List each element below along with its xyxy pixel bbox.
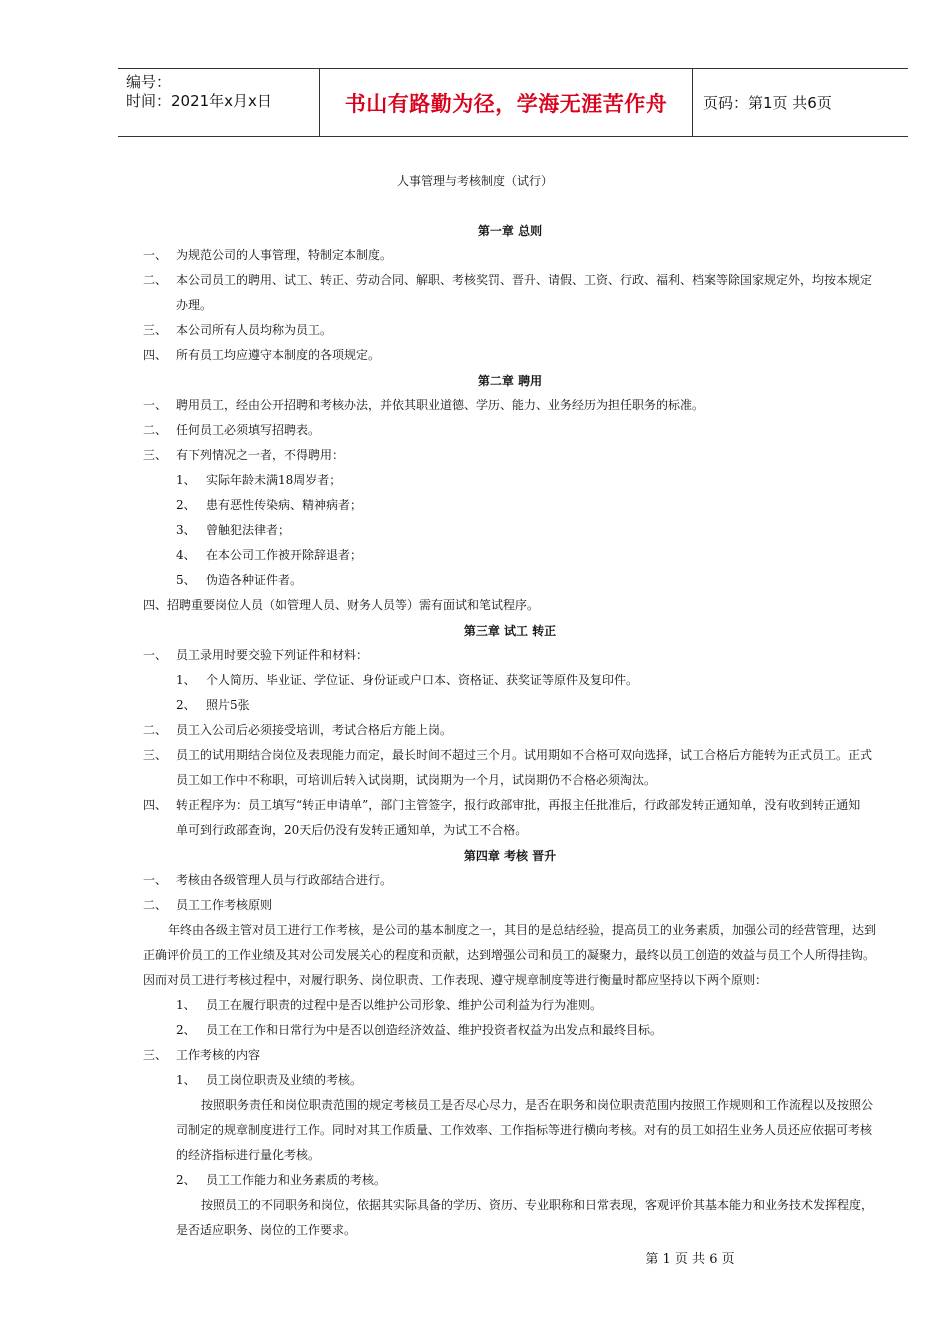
item-number: 二、 — [143, 898, 168, 912]
paragraph-line: 办理。 — [176, 298, 213, 312]
paragraph-line: 任何员工必须填写招聘表。 — [176, 423, 321, 437]
paragraph-line: 员工的试用期结合岗位及表现能力而定，最长时间不超过三个月。试用期如不合格可双向选择，试工合格后方能转为正式员工。正式 — [176, 748, 873, 762]
chapter-heading: 第二章 聘用 — [477, 374, 543, 388]
paragraph-line: 本公司员工的聘用、试工、转正、劳动合同、解职、考核奖罚、晋升、请假、工资、行政、福利、档案等除国家规定外，均按本规定 — [176, 273, 873, 287]
chapter-heading: 第三章 试工 转正 — [463, 624, 557, 638]
paragraph-line: 的经济指标进行量化考核。 — [176, 1148, 321, 1162]
page-header — [118, 68, 908, 137]
paragraph-line: 员工如工作中不称职，可培训后转入试岗期，试岗期为一个月，试岗期仍不合格必须淘汰。 — [176, 773, 657, 787]
paragraph-line: 照片5张 — [206, 698, 250, 712]
paragraph-line: 员工在履行职责的过程中是否以维护公司形象、维护公司利益为行为准则。 — [206, 998, 603, 1012]
chapter-heading: 第四章 考核 晋升 — [463, 849, 557, 863]
paragraph-line: 正确评价员工的工作业绩及其对公司发展关心的程度和贡献，达到增强公司和员工的凝聚力，最终以员工创造的效益与员工个人所得挂钩。 — [143, 948, 876, 962]
paragraph-line: 考核由各级管理人员与行政部结合进行。 — [176, 873, 393, 887]
paragraph-line: 员工入公司后必须接受培训，考试合格后方能上岗。 — [176, 723, 453, 737]
item-number: 2、 — [176, 698, 196, 712]
item-number: 1、 — [176, 673, 196, 687]
item-number: 一、 — [143, 648, 168, 662]
paragraph-line: 聘用员工，经由公开招聘和考核办法，并依其职业道德、学历、能力、业务经历为担任职务的标准。 — [176, 398, 705, 412]
item-number: 三、 — [143, 748, 168, 762]
serial-label: 编号： — [126, 73, 172, 91]
paragraph-line: 实际年龄未满18周岁者； — [206, 473, 342, 487]
paragraph-line: 所有员工均应遵守本制度的各项规定。 — [176, 348, 381, 362]
item-number: 2、 — [176, 1173, 196, 1187]
time-label: 时间：2021年x月x日 — [126, 92, 272, 110]
header-meta — [126, 73, 316, 111]
item-number: 3、 — [176, 523, 196, 537]
paragraph-line: 有下列情况之一者，不得聘用： — [176, 448, 345, 462]
paragraph-line: 转正程序为：员工填写“转正申请单”，部门主管签字，报行政部审批，再报主任批准后，行政部发转正通知单，没有收到转正通知 — [176, 798, 861, 812]
paragraph-line: 四、招聘重要岗位人员（如管理人员、财务人员等）需有面试和笔试程序。 — [143, 598, 540, 612]
header-motto: 书山有路勤为径，学海无涯苦作舟 — [319, 69, 693, 136]
item-number: 1、 — [176, 998, 196, 1012]
page-footer: 第 1 页 共 6 页 — [645, 1252, 735, 1267]
item-number: 三、 — [143, 448, 168, 462]
paragraph-line: 员工岗位职责及业绩的考核。 — [206, 1073, 363, 1087]
paragraph-line: 员工在工作和日常行为中是否以创造经济效益、维护投资者权益为出发点和最终目标。 — [206, 1023, 663, 1037]
paragraph-line: 为规范公司的人事管理，特制定本制度。 — [176, 248, 393, 262]
paragraph-line: 工作考核的内容 — [176, 1048, 261, 1062]
item-number: 一、 — [143, 873, 168, 887]
paragraph-line: 司制定的规章制度进行工作。同时对其工作质量、工作效率、工作指标等进行横向考核。对有的员工如招生业务人员还应依据可考核 — [176, 1123, 873, 1137]
item-number: 1、 — [176, 1073, 196, 1087]
paragraph-line: 按照职务责任和岗位职责范围的规定考核员工是否尽心尽力，是否在职务和岗位职责范围内按照工作规则和工作流程以及按照公 — [201, 1098, 874, 1112]
item-number: 1、 — [176, 473, 196, 487]
paragraph-line: 员工工作考核原则 — [176, 898, 273, 912]
paragraph-line: 曾触犯法律者； — [206, 523, 291, 537]
paragraph-line: 在本公司工作被开除辞退者； — [206, 548, 363, 562]
paragraph-line: 年终由各级主管对员工进行工作考核，是公司的基本制度之一，其目的是总结经验，提高员工的业务素质，加强公司的经营管理，达到 — [168, 923, 877, 937]
item-number: 三、 — [143, 323, 168, 337]
paragraph-line: 个人简历、毕业证、学位证、身份证或户口本、资格证、获奖证等原件及复印件。 — [206, 673, 639, 687]
item-number: 二、 — [143, 423, 168, 437]
paragraph-line: 伪造各种证件者。 — [206, 573, 303, 587]
paragraph-line: 单可到行政部查询，20天后仍没有发转正通知单，为试工不合格。 — [176, 823, 528, 837]
paragraph-line: 是否适应职务、岗位的工作要求。 — [176, 1223, 357, 1237]
item-number: 四、 — [143, 798, 168, 812]
paragraph-line: 因而对员工进行考核过程中，对履行职务、岗位职责、工作表现、遵守规章制度等进行衡量时都应坚持以下两个原则： — [143, 973, 768, 987]
item-number: 二、 — [143, 723, 168, 737]
chapter-heading: 第一章 总则 — [477, 224, 543, 238]
item-number: 5、 — [176, 573, 196, 587]
item-number: 三、 — [143, 1048, 168, 1062]
item-number: 一、 — [143, 248, 168, 262]
paragraph-line: 按照员工的不同职务和岗位，依据其实际具备的学历、资历、专业职称和日常表现，客观评价其基本能力和业务技术发挥程度， — [201, 1198, 874, 1212]
item-number: 四、 — [143, 348, 168, 362]
header-page-label: 页码：第1页 共6页 — [703, 94, 832, 112]
item-number: 二、 — [143, 273, 168, 287]
paragraph-line: 本公司所有人员均称为员工。 — [176, 323, 333, 337]
paragraph-line: 员工录用时要交验下列证件和材料： — [176, 648, 369, 662]
paragraph-line: 员工工作能力和业务素质的考核。 — [206, 1173, 387, 1187]
item-number: 4、 — [176, 548, 196, 562]
document-title: 人事管理与考核制度（试行） — [396, 174, 553, 188]
paragraph-line: 患有恶性传染病、精神病者； — [206, 498, 363, 512]
item-number: 2、 — [176, 1023, 196, 1037]
item-number: 2、 — [176, 498, 196, 512]
item-number: 一、 — [143, 398, 168, 412]
